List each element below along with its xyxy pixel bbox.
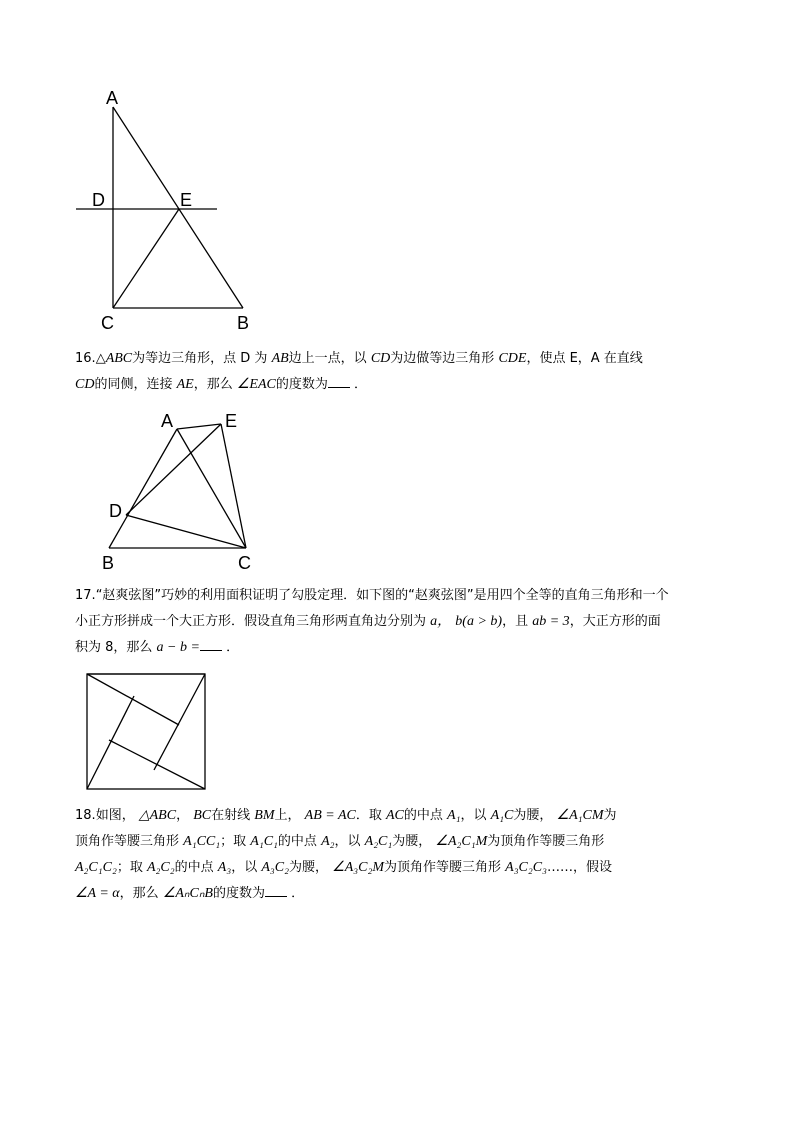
segment-CE — [113, 209, 179, 308]
label-A: A — [161, 411, 174, 431]
triangle-1 — [87, 674, 179, 725]
label-E: E — [180, 190, 193, 210]
answer-blank — [265, 884, 287, 897]
label-D: D — [92, 190, 105, 210]
figure-16 — [95, 405, 265, 575]
segment-DC — [126, 515, 246, 548]
segment-AB — [109, 429, 177, 548]
label-C: C — [238, 553, 251, 573]
segment-EC — [221, 424, 246, 548]
label-B: B — [237, 313, 250, 333]
question-16-line-1: 16.△ABC为等边三角形，点 D 为 AB边上一点，以 CD为边做等边三角形 CDE，使点 E，A 在直线 — [75, 351, 643, 366]
label-C: C — [101, 313, 114, 333]
question-18-line-1: 18.如图， △ABC， BC在射线 BM上， AB = AC．取 AC的中点 A₁，以 A₁C为腰， ∠A₁CM为 — [75, 808, 617, 823]
question-17-line-3: 积为 8，那么 a − b = ． — [75, 640, 240, 655]
triangle-2 — [154, 674, 205, 770]
label-E: E — [225, 411, 238, 431]
question-18-line-3: A₂C₁C₂；取 A₂C₂的中点 A₃，以 A₃C₂为腰， ∠A₃C₂M为顶角作等腰三角形 A₃C₂C₃……，假设 — [75, 860, 612, 875]
figure-17-zhao-shuang-diagram — [82, 670, 212, 795]
triangle-4 — [87, 696, 134, 789]
answer-blank — [200, 638, 222, 651]
question-17-line-1: 17.“赵爽弦图”巧妙的利用面积证明了勾股定理．如下图的“赵爽弦图”是用四个全等的直角三角形和一个 — [75, 588, 669, 603]
question-18-line-4: ∠A = α，那么 ∠AₙCₙB的度数为 ． — [75, 886, 305, 901]
question-17-line-2: 小正方形拼成一个大正方形．假设直角三角形两直角边分别为 a， b(a > b)，且 ab = 3，大正方形的面 — [75, 614, 661, 629]
label-D: D — [109, 501, 122, 521]
question-17 — [75, 583, 735, 661]
question-18 — [75, 803, 735, 907]
figure-top — [70, 85, 260, 335]
segment-AE — [177, 424, 221, 429]
segment-DE — [126, 424, 221, 515]
question-16 — [75, 346, 735, 398]
label-A: A — [106, 88, 119, 108]
question-18-line-2: 顶角作等腰三角形 A₁CC₁；取 A₁C₁的中点 A₂，以 A₂C₁为腰， ∠A₂C₁M为顶角作等腰三角形 — [75, 834, 605, 849]
segment-AC — [177, 429, 246, 548]
question-16-line-2: CD的同侧，连接 AE，那么 ∠EAC的度数为 ． — [75, 377, 368, 392]
big-square — [87, 674, 205, 789]
triangle-3 — [109, 740, 205, 789]
label-B: B — [102, 553, 115, 573]
answer-blank — [328, 375, 350, 388]
